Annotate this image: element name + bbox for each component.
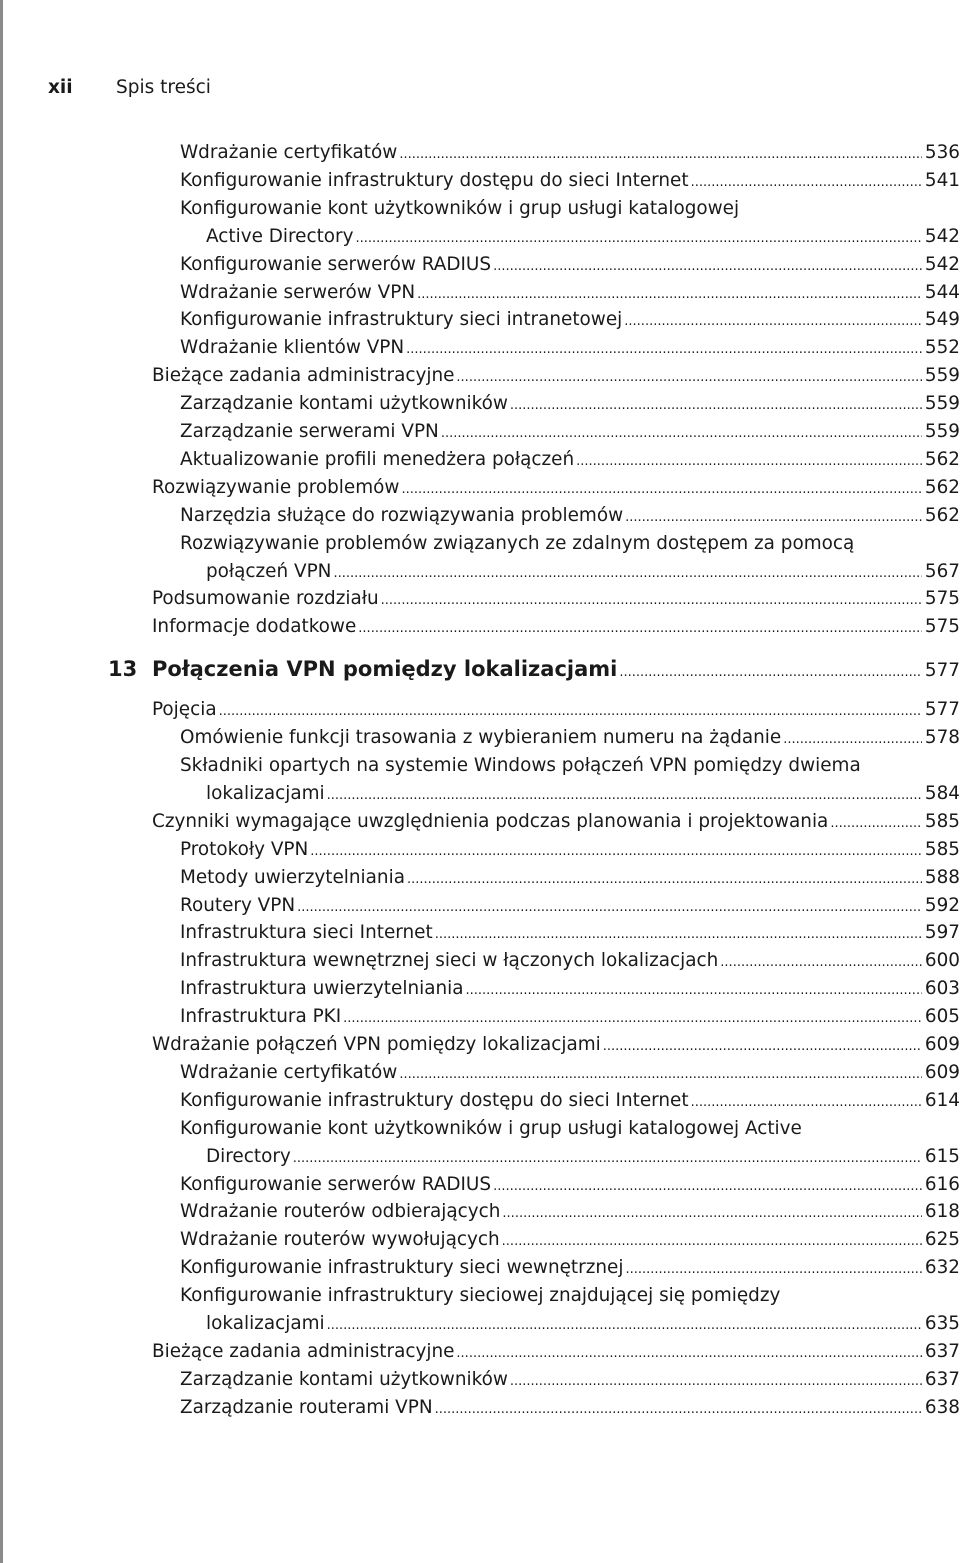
dot-leader (625, 1254, 921, 1284)
toc-page-number: 614 (924, 1089, 960, 1111)
toc-page-number: 542 (924, 225, 960, 247)
toc-entry[interactable] (180, 390, 960, 418)
toc-entry-title: Infrastruktura sieci Internet (180, 922, 433, 944)
toc-entry-line (180, 836, 960, 866)
toc-entry-line (180, 1143, 960, 1173)
toc-entry-line (180, 1226, 960, 1256)
toc-entry[interactable] (180, 418, 960, 446)
toc-entry-title: Zarządzanie kontami użytkowników (180, 1368, 508, 1390)
toc-entry[interactable] (152, 474, 960, 502)
toc-entry-title-continued: Active Directory (206, 225, 354, 247)
toc-page-number: 600 (924, 950, 960, 972)
toc-page-number: 638 (924, 1396, 960, 1418)
dot-leader (401, 474, 921, 504)
toc-page-number: 616 (924, 1173, 960, 1195)
chapter-number: 13 (108, 657, 138, 682)
toc-entry-title: Konfigurowanie infrastruktury dostępu do sieci Internet (180, 169, 689, 191)
toc-page-number: 588 (924, 866, 960, 888)
toc-entry-title: Rozwiązywanie problemów związanych ze zdalnym dostępem za pomocą (180, 532, 855, 554)
dot-leader (399, 139, 922, 169)
toc-entry-line (180, 1366, 960, 1396)
toc-entry-title: Konfigurowanie serwerów RADIUS (180, 1173, 492, 1195)
toc-page-number: 585 (924, 810, 960, 832)
toc-entry[interactable] (180, 724, 960, 752)
toc-page-number: 575 (924, 588, 960, 610)
toc-entry-title: Podsumowanie rozdziału (152, 588, 379, 610)
toc-entry-title: Pojęcia (152, 699, 217, 721)
toc-entry[interactable] (180, 139, 960, 167)
toc-entry-line (180, 279, 960, 309)
toc-page-number: 584 (924, 783, 960, 804)
toc-entry[interactable] (180, 195, 960, 251)
toc-entry[interactable] (180, 1394, 960, 1422)
toc-entry[interactable] (180, 334, 960, 362)
toc-entry-title: Konfigurowanie infrastruktury sieci wewnętrznej (180, 1257, 624, 1279)
toc-entry-title: Konfigurowanie kont użytkowników i grup usługi katalogowej Active (180, 1117, 802, 1139)
toc-entry-title-continued: lokalizacjami (206, 1313, 325, 1335)
toc-entry-line (180, 1059, 960, 1089)
toc-entry[interactable] (180, 1171, 960, 1199)
dot-leader (456, 362, 921, 392)
toc-entry[interactable] (180, 864, 960, 892)
dot-leader (407, 864, 922, 894)
dot-leader (624, 306, 922, 336)
toc-entry-line (180, 724, 960, 754)
toc-entry-title: Składniki opartych na systemie Windows połączeń VPN pomiędzy dwiema (180, 755, 861, 776)
chapter-title: Połączenia VPN pomiędzy lokalizacjami (152, 657, 618, 682)
toc-entry[interactable] (180, 947, 960, 975)
header-page-number: xii (48, 77, 73, 98)
toc-page-number: 577 (924, 699, 960, 721)
dot-leader (830, 808, 922, 838)
toc-entry-line (180, 1254, 960, 1284)
toc-entry-title: Protokoły VPN (180, 838, 309, 860)
toc-entry-line (180, 558, 960, 588)
dot-leader (293, 1143, 922, 1173)
toc-entry[interactable] (152, 585, 960, 613)
toc-entry-line (152, 696, 960, 726)
dot-leader (576, 446, 922, 476)
toc-entry-title: Czynniki wymagające uwzględnienia podczas planowania i projektowania (152, 810, 829, 832)
toc-entry[interactable] (180, 1087, 960, 1115)
toc-entry-title: Wdrażanie klientów VPN (180, 337, 405, 359)
dot-leader (219, 696, 922, 726)
toc-entry-line (152, 585, 960, 615)
dot-leader (343, 1003, 922, 1033)
dot-leader (502, 1226, 922, 1256)
toc-entry-line (152, 808, 960, 838)
toc-entry-title-continued: Directory (206, 1145, 291, 1167)
toc-page-number: 603 (924, 978, 960, 1000)
dot-leader (466, 975, 922, 1005)
header-title: Spis treści (116, 77, 211, 98)
toc-entry-title: Metody uwierzytelniania (180, 866, 405, 888)
toc-entry[interactable] (180, 530, 960, 586)
toc-entry-title: Konfigurowanie infrastruktury sieci intranetowej (180, 309, 623, 331)
toc-entry-line (180, 306, 960, 336)
toc-entry-title: Zarządzanie serwerami VPN (180, 421, 439, 442)
toc-entry[interactable] (180, 975, 960, 1003)
toc-entry-title: Zarządzanie routerami VPN (180, 1396, 433, 1418)
toc-page-number: 578 (924, 727, 960, 749)
toc-page-number: 637 (924, 1368, 960, 1390)
toc-page-number: 609 (924, 1061, 960, 1083)
toc-entry-line (180, 1198, 960, 1228)
toc-entry-line (180, 446, 960, 476)
toc-page-number: 559 (924, 393, 960, 415)
toc-entry-title: Infrastruktura PKI (180, 1006, 342, 1028)
toc-entry-title-continued: połączeń VPN (206, 560, 332, 582)
toc-entry-title: Informacje dodatkowe (152, 616, 357, 638)
toc-entry-line (152, 613, 960, 643)
toc-entry[interactable] (180, 1226, 960, 1254)
dot-leader (493, 1171, 922, 1201)
toc-entry[interactable] (180, 306, 960, 334)
dot-leader (417, 279, 922, 309)
toc-entry[interactable] (152, 613, 960, 641)
toc-page-number: 549 (924, 309, 960, 331)
toc-entry-line (180, 251, 960, 281)
toc-page-number: 618 (924, 1201, 960, 1223)
dot-leader (399, 1059, 922, 1089)
toc-entry-line (180, 167, 960, 197)
toc-entry[interactable] (180, 892, 960, 920)
toc-entry-title-continued: lokalizacjami (206, 783, 325, 804)
toc-entry-line (180, 390, 960, 420)
dot-leader (327, 1310, 922, 1340)
toc-entry-title: Konfigurowanie infrastruktury dostępu do sieci Internet (180, 1089, 689, 1111)
toc-entry[interactable] (180, 1254, 960, 1282)
toc-entry-title: Aktualizowanie profili menedżera połączeń (180, 448, 575, 470)
toc-entry-title: Zarządzanie kontami użytkowników (180, 393, 508, 415)
toc-page-number: 567 (924, 560, 960, 582)
toc-entry-title: Wdrażanie routerów odbierających (180, 1201, 501, 1223)
toc-entry-line (180, 334, 960, 364)
toc-page-number: 605 (924, 1006, 960, 1028)
toc-page-number: 559 (924, 365, 960, 387)
toc-entry-line (152, 1338, 960, 1368)
toc-page-number: 552 (924, 337, 960, 359)
toc-entry[interactable] (152, 1031, 960, 1059)
toc-entry-line (180, 1087, 960, 1117)
dot-leader (625, 502, 922, 532)
toc-page-number: 542 (924, 253, 960, 275)
toc-entry[interactable] (180, 502, 960, 530)
toc-page-number: 544 (924, 281, 960, 303)
toc-entry-title: Bieżące zadania administracyjne (152, 365, 455, 387)
toc-page-number: 597 (924, 922, 960, 944)
toc-entry-title: Omówienie funkcji trasowania z wybieraniem numeru na żądanie (180, 727, 782, 749)
toc-entry-line (180, 892, 960, 922)
toc-page-number: 615 (924, 1145, 960, 1167)
toc-entry[interactable] (152, 696, 960, 724)
toc-entry[interactable] (180, 1059, 960, 1087)
toc-entry-line (180, 1003, 960, 1033)
toc-entry-line (180, 223, 960, 253)
toc-entry[interactable] (152, 808, 960, 836)
toc-page-number: 562 (924, 448, 960, 470)
toc-entry-line (180, 502, 960, 532)
toc-page-number: 575 (924, 616, 960, 638)
dot-leader (783, 724, 922, 754)
toc-entry-title: Konfigurowanie serwerów RADIUS (180, 253, 492, 275)
toc-entry[interactable] (180, 836, 960, 864)
toc-entry-title: Routery VPN (180, 894, 296, 916)
toc-entry-line (180, 1171, 960, 1201)
toc-entry-title: Infrastruktura wewnętrznej sieci w łączonych lokalizacjach (180, 950, 719, 972)
dot-leader (435, 919, 922, 949)
chapter-page-number: 577 (924, 660, 960, 682)
toc-entry[interactable] (152, 1338, 960, 1366)
dot-leader (456, 1338, 921, 1368)
toc-entry-title: Narzędzia służące do rozwiązywania problemów (180, 504, 624, 526)
toc-entry[interactable] (180, 1282, 960, 1338)
chapter-heading[interactable] (108, 653, 960, 685)
toc-entry[interactable] (180, 279, 960, 307)
dot-leader (327, 780, 922, 810)
toc-entry-title: Wdrażanie połączeń VPN pomiędzy lokalizacjami (152, 1034, 601, 1055)
dot-leader (297, 892, 922, 922)
toc-page-number: 562 (924, 504, 960, 526)
toc-entry-title: Wdrażanie certyfikatów (180, 142, 398, 163)
dot-leader (603, 1031, 922, 1061)
toc-entry[interactable] (180, 1198, 960, 1226)
dot-leader (691, 167, 922, 197)
toc-page-number: 635 (924, 1313, 960, 1335)
dot-leader (435, 1394, 922, 1424)
dot-leader (720, 947, 922, 977)
toc-entry-title: Infrastruktura uwierzytelniania (180, 978, 464, 1000)
toc-entry[interactable] (180, 1115, 960, 1171)
toc-entry[interactable] (180, 167, 960, 195)
toc-entry[interactable] (180, 1003, 960, 1031)
toc-entry-title: Wdrażanie serwerów VPN (180, 281, 416, 303)
toc-page-number: 632 (924, 1257, 960, 1279)
toc-entry-title: Konfigurowanie kont użytkowników i grup usługi katalogowej (180, 197, 740, 219)
toc-page-number: 559 (924, 421, 960, 442)
dot-leader (510, 1366, 922, 1396)
toc-entry-title: Konfigurowanie infrastruktury sieciowej znajdującej się pomiędzy (180, 1285, 781, 1307)
toc-entry[interactable] (180, 919, 960, 947)
toc-entry[interactable] (152, 362, 960, 390)
toc-entry-line (152, 474, 960, 504)
dot-leader (691, 1087, 922, 1117)
toc-page-number: 585 (924, 838, 960, 860)
toc-entry-line (152, 362, 960, 392)
dot-leader (619, 653, 922, 689)
dot-leader (502, 1198, 921, 1228)
toc-entry[interactable] (180, 251, 960, 279)
toc-entry-line (180, 919, 960, 949)
toc-page-number: 625 (924, 1229, 960, 1251)
toc-entry-title: Wdrażanie routerów wywołujących (180, 1229, 500, 1251)
dot-leader (406, 334, 922, 364)
toc-page-number: 541 (924, 169, 960, 191)
toc-entry[interactable] (180, 446, 960, 474)
toc-entry-title: Bieżące zadania administracyjne (152, 1340, 455, 1362)
toc-entry-line (180, 780, 960, 810)
toc-entry-line (180, 947, 960, 977)
toc-page-number: 609 (924, 1034, 960, 1055)
dot-leader (381, 585, 922, 615)
toc-page-number: 536 (924, 142, 960, 163)
toc-entry-title: Rozwiązywanie problemów (152, 476, 400, 498)
toc-entry-line (180, 864, 960, 894)
toc-page-number: 562 (924, 476, 960, 498)
toc-entry-title: Wdrażanie certyfikatów (180, 1061, 398, 1083)
toc-entry-line (180, 139, 960, 169)
toc-entry[interactable] (180, 752, 960, 808)
toc-entry[interactable] (180, 1366, 960, 1394)
dot-leader (310, 836, 922, 866)
toc-entry-line (180, 1394, 960, 1424)
dot-leader (441, 418, 922, 448)
dot-leader (510, 390, 922, 420)
toc-entry-line (180, 1310, 960, 1340)
dot-leader (358, 613, 922, 643)
dot-leader (333, 558, 921, 588)
dot-leader (356, 223, 922, 253)
toc-page-number: 637 (924, 1340, 960, 1362)
toc-entry-line (180, 418, 960, 448)
toc-entry-line (152, 1031, 960, 1061)
dot-leader (493, 251, 922, 281)
toc-page-number: 592 (924, 894, 960, 916)
toc-entry-line (180, 975, 960, 1005)
